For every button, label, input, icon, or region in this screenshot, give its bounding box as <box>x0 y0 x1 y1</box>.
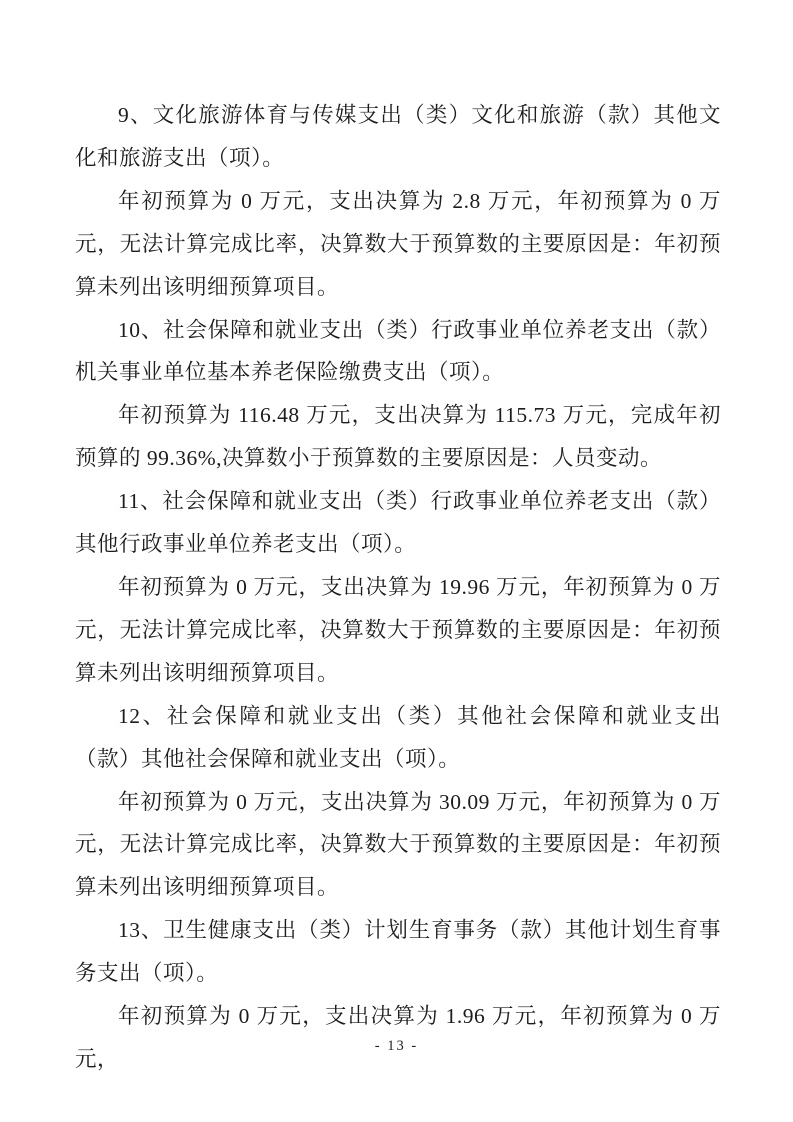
section-body: 年初预算为 0 万元，支出决算为 1.96 万元，年初预算为 0 万元， <box>75 1004 721 1071</box>
page-number: - 13 - <box>374 1038 419 1054</box>
document-body <box>75 94 721 1081</box>
section-body: 年初预算为 0 万元，支出决算为 2.8 万元，年初预算为 0 万元，无法计算完成比率，决算数大于预算数的主要原因是：年初预算未列出该明细预算项目。 <box>75 188 721 299</box>
budget-section-11 <box>75 480 721 695</box>
page-footer <box>0 1038 793 1055</box>
budget-section-9 <box>75 94 721 309</box>
section-body: 年初预算为 0 万元，支出决算为 19.96 万元，年初预算为 0 万元，无法计算完成比率，决算数大于预算数的主要原因是：年初预算未列出该明细预算项目。 <box>75 574 721 685</box>
budget-section-12 <box>75 695 721 910</box>
section-heading: 11、社会保障和就业支出（类）行政事业单位养老支出（款）其他行政事业单位养老支出（项）。 <box>75 489 721 557</box>
section-heading: 9、文化旅游体育与传媒支出（类）文化和旅游（款）其他文化和旅游支出（项）。 <box>75 103 721 170</box>
budget-section-13 <box>75 909 721 1081</box>
budget-section-10 <box>75 309 721 481</box>
section-heading: 10、社会保障和就业支出（类）行政事业单位养老支出（款）机关事业单位基本养老保险缴费支出（项）。 <box>75 317 721 385</box>
section-body: 年初预算为 0 万元，支出决算为 30.09 万元，年初预算为 0 万元，无法计算完成比率，决算数大于预算数的主要原因是：年初预算未列出该明细预算项目。 <box>75 789 721 900</box>
section-body: 年初预算为 116.48 万元，支出决算为 115.73 万元，完成年初预算的 99.36%,决算数小于预算数的主要原因是：人员变动。 <box>75 403 721 471</box>
section-heading: 13、卫生健康支出（类）计划生育事务（款）其他计划生育事务支出（项）。 <box>75 918 721 986</box>
section-heading: 12、社会保障和就业支出（类）其他社会保障和就业支出（款）其他社会保障和就业支出（项）。 <box>75 703 721 771</box>
